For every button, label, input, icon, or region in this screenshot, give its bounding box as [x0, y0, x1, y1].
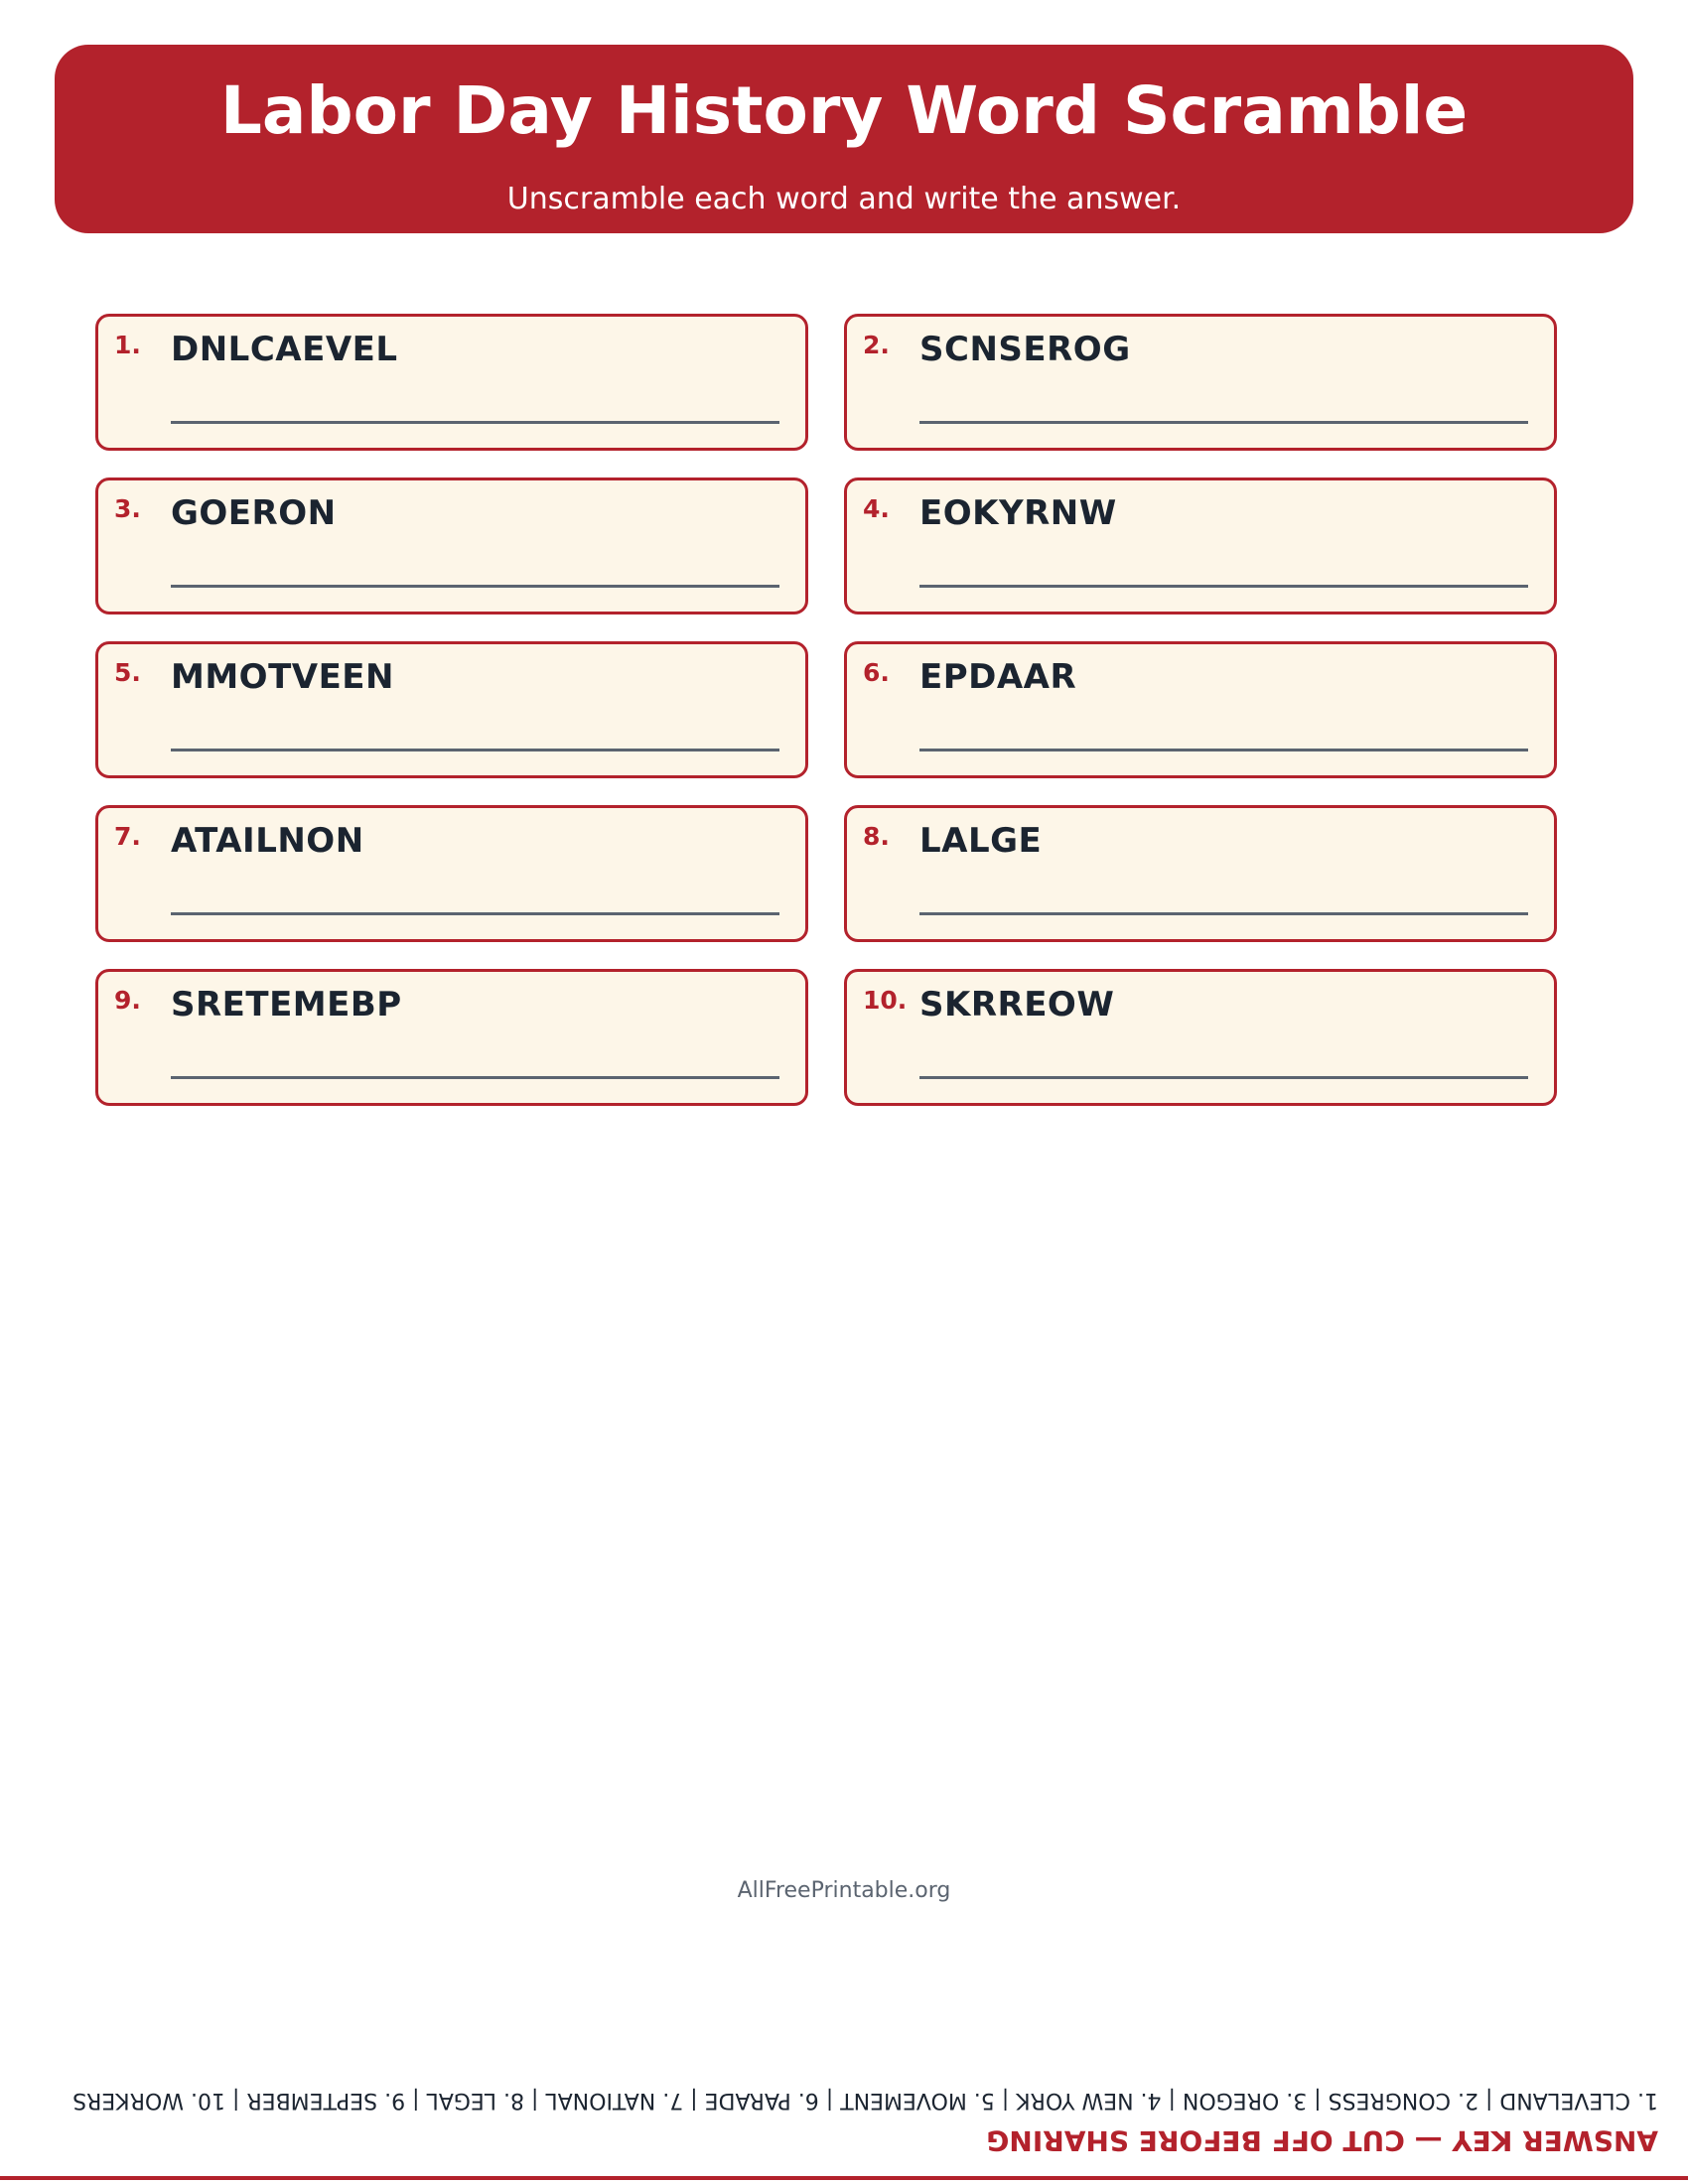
puzzle-number: 4.: [863, 494, 890, 523]
answer-line[interactable]: [919, 749, 1528, 751]
puzzle-card: [95, 805, 808, 942]
puzzle-number: 3.: [114, 494, 141, 523]
answer-key-list: 1. CLEVELAND | 2. CONGRESS | 3. OREGON | 4. NEW YORK | 5. MOVEMENT | 6. PARADE | 7. NATIONAL | 8. LEGAL | 9. SEPTEMBER | 10. WORKERS: [72, 2088, 1658, 2113]
answer-line[interactable]: [171, 421, 779, 424]
puzzle-number: 6.: [863, 658, 890, 687]
scrambled-word: LALGE: [919, 821, 1043, 861]
puzzle-card: [95, 969, 808, 1106]
puzzle-card: [844, 641, 1557, 778]
puzzle-card: [844, 805, 1557, 942]
scrambled-word: DNLCAEVEL: [171, 330, 398, 369]
puzzle-number: 9.: [114, 986, 141, 1015]
puzzle-number: 8.: [863, 822, 890, 851]
cut-line: [0, 2176, 1688, 2180]
puzzle-number: 5.: [114, 658, 141, 687]
puzzle-card: [95, 314, 808, 451]
answer-line[interactable]: [919, 912, 1528, 915]
answer-key: [60, 2081, 1658, 2160]
page-subtitle: Unscramble each word and write the answer.: [506, 182, 1182, 216]
answer-line[interactable]: [171, 1076, 779, 1079]
answer-key-title: ANSWER KEY — CUT OFF BEFORE SHARING: [986, 2124, 1658, 2157]
puzzle-card: [844, 478, 1557, 614]
answer-line[interactable]: [919, 1076, 1528, 1079]
answer-line[interactable]: [919, 421, 1528, 424]
puzzle-card: [95, 478, 808, 614]
scrambled-word: ATAILNON: [171, 821, 364, 861]
answer-line[interactable]: [919, 585, 1528, 588]
puzzle-number: 2.: [863, 331, 890, 359]
puzzle-card: [844, 314, 1557, 451]
page-header: [55, 45, 1633, 233]
answer-line[interactable]: [171, 749, 779, 751]
page-title: Labor Day History Word Scramble: [219, 72, 1469, 149]
answer-line[interactable]: [171, 912, 779, 915]
scrambled-word: SCNSEROG: [919, 330, 1131, 369]
scrambled-word: SRETEMEBP: [171, 985, 402, 1024]
scrambled-word: EPDAAR: [919, 657, 1077, 697]
scrambled-word: EOKYRNW: [919, 493, 1117, 533]
site-credit: AllFreePrintable.org: [737, 1878, 951, 1903]
puzzle-card: [95, 641, 808, 778]
scrambled-word: MMOTVEEN: [171, 657, 394, 697]
puzzle-number: 7.: [114, 822, 141, 851]
puzzle-card: [844, 969, 1557, 1106]
scrambled-word: SKRREOW: [919, 985, 1115, 1024]
scrambled-word: GOERON: [171, 493, 337, 533]
puzzle-number: 10.: [863, 986, 908, 1015]
answer-line[interactable]: [171, 585, 779, 588]
puzzle-number: 1.: [114, 331, 141, 359]
